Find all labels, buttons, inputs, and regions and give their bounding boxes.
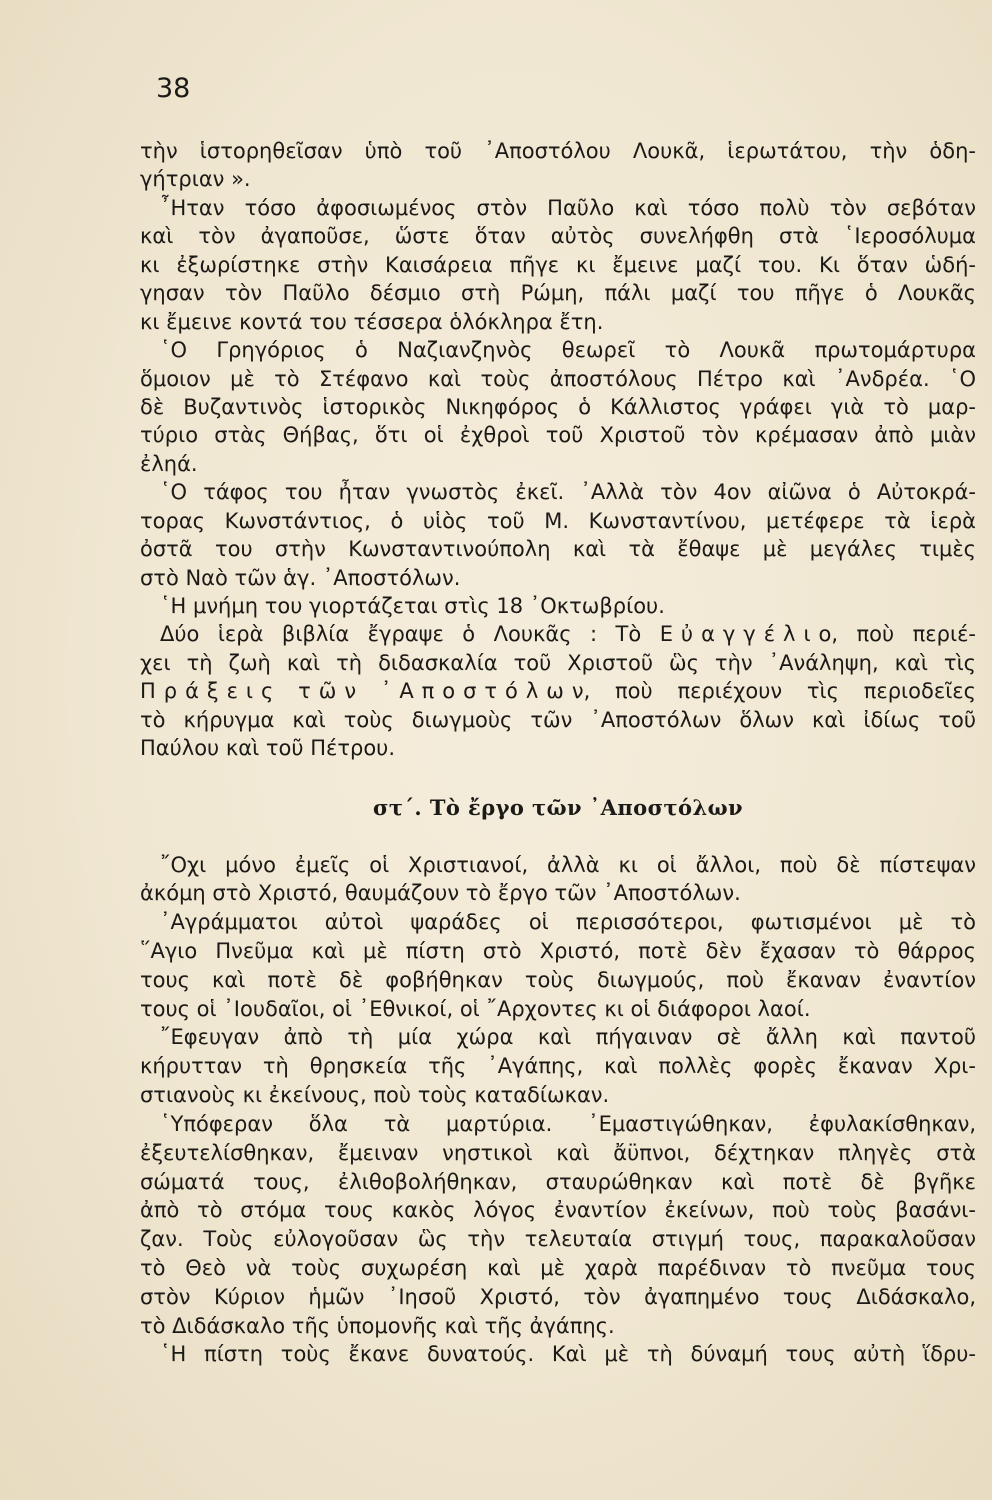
text-segment: , ποὺ περιέχουν τὶς περιοδεῖες	[583, 679, 976, 704]
paragraph	[140, 336, 976, 478]
text-line: ζαν. Τοὺς εὐλογοῦσαν ὣς τὴν τελευταία στιγμή τους, παρακαλοῦσαν	[140, 1227, 976, 1252]
paragraph	[140, 137, 976, 194]
text-line: ῾Υπόφεραν ὅλα τὰ μαρτύρια. ᾿Εμαστιγώθηκαν, ἐφυλακίσθηκαν,	[160, 1111, 976, 1136]
paragraph	[140, 620, 976, 762]
text-segment: , ποὺ περιέ-	[831, 622, 976, 647]
text-line: ὅμοιον μὲ τὸ Στέφανο καὶ τοὺς ἀποστόλους Πέτρο καὶ ᾿Ανδρέα. ῾Ο	[140, 366, 976, 391]
text-line: ἀκόμη στὸ Χριστό, θαυμάζουν τὸ ἔργο τῶν ᾿Αποστόλων.	[140, 881, 741, 906]
text-line: ἐληά.	[140, 451, 198, 476]
text-line: τους οἱ ᾿Ιουδαῖοι, οἱ ᾿Εθνικοί, οἱ ῎Αρχοντες κι οἱ διάφοροι λαοί.	[140, 996, 811, 1021]
spaced-title-acts-word1: Πράξεις	[140, 679, 282, 704]
text-segment: Δύο ἱερὰ βιβλία ἔγραψε ὁ Λουκᾶς : Τὸ	[160, 622, 642, 647]
paragraph	[140, 1110, 976, 1341]
text-line	[140, 620, 976, 648]
text-line: ὀστᾶ του στὴν Κωνσταντινούπολη καὶ τὰ ἔθαψε μὲ μεγάλες τιμὲς	[140, 537, 976, 562]
text-line: τὸ Διδάσκαλο τῆς ὑπομονῆς καὶ τῆς ἀγάπης.	[140, 1313, 615, 1338]
section-heading: στ΄. Τὸ ἔργο τῶν ᾿Αποστόλων	[372, 795, 744, 820]
paragraph	[140, 592, 976, 620]
paragraph	[140, 194, 976, 336]
text-line: ῏Ηταν τόσο ἀφοσιωμένος στὸν Παῦλο καὶ τόσο πολὺ τὸν σεβόταν	[160, 195, 976, 220]
text-block-bottom	[140, 851, 976, 1370]
text-line: τους καὶ ποτὲ δὲ φοβήθηκαν τοὺς διωγμούς, ποὺ ἔκαναν ἐναντίον	[140, 967, 976, 992]
text-line	[140, 677, 976, 705]
text-line: Παύλου καὶ τοῦ Πέτρου.	[140, 736, 395, 761]
text-line: καὶ τὸν ἀγαποῦσε, ὥστε ὅταν αὐτὸς συνελήφθη στὰ ῾Ιεροσόλυμα	[140, 224, 976, 249]
text-line: στιανοὺς κι ἐκείνους, ποὺ τοὺς καταδίωκαν.	[140, 1083, 610, 1108]
text-line: σώματά τους, ἐλιθοβολήθηκαν, σταυρώθηκαν καὶ ποτὲ δὲ βγῆκε	[140, 1169, 976, 1194]
text-line: χει τὴ ζωὴ καὶ τὴ διδασκαλία τοῦ Χριστοῦ ὣς τὴν ᾿Ανάληψη, καὶ τὶς	[140, 650, 976, 675]
text-block-top	[140, 137, 976, 763]
text-line: δὲ Βυζαντινὸς ἱστορικὸς Νικηφόρος ὁ Κάλλιστος γράφει γιὰ τὸ μαρ-	[140, 394, 976, 419]
paragraph	[140, 908, 976, 1023]
paragraph	[140, 478, 976, 592]
text-line: ῾Η πίστη τοὺς ἔκανε δυνατούς. Καὶ μὲ τὴ δύναμή τους αὐτὴ ἵδρυ-	[160, 1342, 976, 1367]
text-line: τὸ Θεὸ νὰ τοὺς συχωρέση καὶ μὲ χαρὰ παρέδιναν τὸ πνεῦμα τους	[140, 1255, 976, 1280]
text-line: ῎Οχι μόνο ἐμεῖς οἱ Χριστιανοί, ἀλλὰ κι οἱ ἄλλοι, ποὺ δὲ πίστεψαν	[160, 852, 976, 877]
text-line: ῾Ο τάφος του ἦταν γνωστὸς ἐκεῖ. ᾿Αλλὰ τὸν 4ον αἰῶνα ὁ Αὐτοκρά-	[160, 480, 976, 505]
spaced-title-acts-word3: ᾿Αποστόλων	[380, 679, 592, 704]
text-line: ἀπὸ τὸ στόμα τους κακὸς λόγος ἐναντίον ἐκείνων, ποὺ τοὺς βασάνι-	[140, 1198, 976, 1223]
text-line: ῎Εφευγαν ἀπὸ τὴ μία χώρα καὶ πήγαιναν σὲ ἄλλη καὶ παντοῦ	[160, 1025, 976, 1050]
text-line: τὴν ἱστορηθεῖσαν ὑπὸ τοῦ ᾿Αποστόλου Λουκᾶ, ἱερωτάτου, τὴν ὁδη-	[140, 139, 976, 163]
page-number: 38	[156, 73, 191, 104]
text-line: στὸ Ναὸ τῶν ἁγ. ᾿Αποστόλων.	[140, 565, 461, 590]
paragraph	[140, 1023, 976, 1109]
text-line: ῞Αγιο Πνεῦμα καὶ μὲ πίστη στὸ Χριστό, ποτὲ δὲν ἔχασαν τὸ θάρρος	[140, 939, 976, 964]
text-line: ῾Η μνήμη του γιορτάζεται στὶς 18 ᾿Οκτωβρίου.	[160, 594, 665, 618]
text-line: τύριο στὰς Θήβας, ὅτι οἱ ἐχθροὶ τοῦ Χριστοῦ τὸν κρέμασαν ἀπὸ μιὰν	[140, 423, 976, 448]
text-line: ἐξευτελίσθηκαν, ἔμειναν νηστικοὶ καὶ ἄϋπνοι, δέχτηκαν πληγὲς στὰ	[140, 1140, 976, 1165]
paragraph	[140, 851, 976, 909]
text-line: κι ἔμεινε κοντά του τέσσερα ὁλόκληρα ἔτη.	[140, 309, 604, 334]
spaced-title-gospel: Εὐαγγέλιο	[659, 622, 840, 647]
text-line: στὸν Κύριον ἡμῶν ᾿Ιησοῦ Χριστό, τὸν ἀγαπημένο τους Διδάσκαλο,	[140, 1284, 976, 1309]
text-line: ῾Ο Γρηγόριος ὁ Ναζιανζηνὸς θεωρεῖ τὸ Λουκᾶ πρωτομάρτυρα	[160, 338, 976, 363]
text-line: κι ἐξωρίστηκε στὴν Καισάρεια πῆγε κι ἔμεινε μαζί του. Κι ὅταν ὡδή-	[140, 252, 976, 277]
text-line: τορας Κωνστάντιος, ὁ υἱὸς τοῦ Μ. Κωνσταντίνου, μετέφερε τὰ ἱερὰ	[140, 508, 976, 533]
spaced-title-acts-word2: τῶν	[298, 679, 365, 704]
text-line: ᾿Αγράμματοι αὐτοὶ ψαράδες οἱ περισσότεροι, φωτισμένοι μὲ τὸ	[160, 910, 976, 935]
text-line: κήρυτταν τὴ θρησκεία τῆς ᾿Αγάπης, καὶ πολλὲς φορὲς ἔκαναν Χρι-	[140, 1054, 976, 1079]
text-line: γησαν τὸν Παῦλο δέσμιο στὴ Ρώμη, πάλι μαζί του πῆγε ὁ Λουκᾶς	[140, 281, 976, 306]
paragraph	[140, 1340, 976, 1369]
text-line: τὸ κήρυγμα καὶ τοὺς διωγμοὺς τῶν ᾿Αποστόλων ὅλων καὶ ἰδίως τοῦ	[140, 707, 976, 732]
text-line: γήτριαν ».	[140, 167, 251, 192]
